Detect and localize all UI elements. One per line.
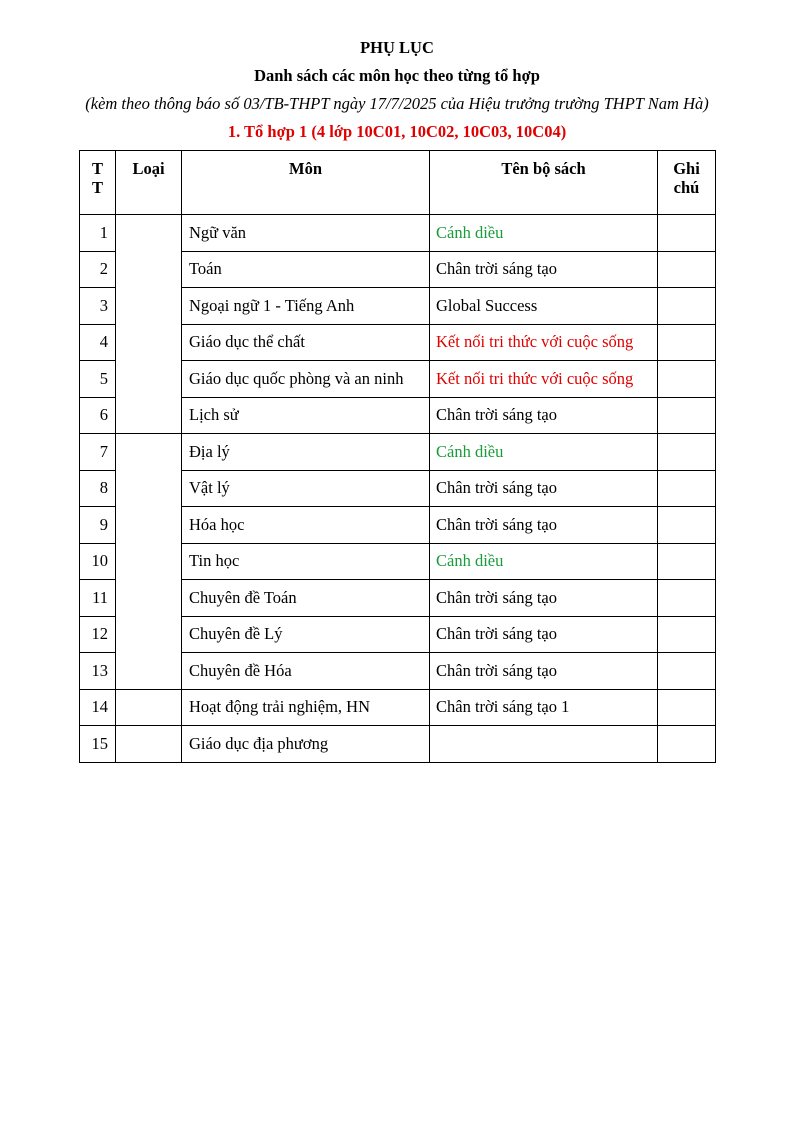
table-row [80, 726, 716, 763]
row-number: 14 [80, 689, 116, 726]
loai-cell-group-2 [116, 434, 182, 690]
note-cell [658, 361, 716, 398]
note-cell [658, 689, 716, 726]
subject-cell: Ngữ văn [182, 215, 430, 252]
row-number: 7 [80, 434, 116, 471]
row-number: 1 [80, 215, 116, 252]
book-series-cell: Cánh diều [430, 543, 658, 580]
book-series-cell: Chân trời sáng tạo [430, 397, 658, 434]
book-series-cell: Global Success [430, 288, 658, 325]
note-cell [658, 470, 716, 507]
header-mon: Môn [182, 151, 430, 215]
table-row [80, 689, 716, 726]
subject-cell: Tin học [182, 543, 430, 580]
book-series-cell: Chân trời sáng tạo [430, 580, 658, 617]
book-series-cell [430, 726, 658, 763]
header-ten-bo-sach: Tên bộ sách [430, 151, 658, 215]
subjects-table [79, 150, 716, 763]
note-cell [658, 580, 716, 617]
subject-cell: Chuyên đề Lý [182, 616, 430, 653]
note-cell [658, 251, 716, 288]
subject-cell: Vật lý [182, 470, 430, 507]
row-number: 6 [80, 397, 116, 434]
row-number: 4 [80, 324, 116, 361]
row-number: 9 [80, 507, 116, 544]
row-number: 5 [80, 361, 116, 398]
header-loai: Loại [116, 151, 182, 215]
note-cell [658, 215, 716, 252]
subject-cell: Hóa học [182, 507, 430, 544]
loai-cell [116, 689, 182, 726]
row-number: 2 [80, 251, 116, 288]
note-cell [658, 616, 716, 653]
subject-cell: Giáo dục địa phương [182, 726, 430, 763]
note-cell [658, 397, 716, 434]
row-number: 15 [80, 726, 116, 763]
subject-cell: Lịch sử [182, 397, 430, 434]
subject-cell: Giáo dục quốc phòng và an ninh [182, 361, 430, 398]
reference-note: (kèm theo thông báo số 03/TB-THPT ngày 17/7/2025 của Hiệu trưởng trường THPT Nam Hà) [85, 94, 709, 113]
subject-cell: Địa lý [182, 434, 430, 471]
table-row [80, 215, 716, 252]
subject-cell: Hoạt động trải nghiệm, HN [182, 689, 430, 726]
note-cell [658, 288, 716, 325]
book-series-cell: Cánh diều [430, 215, 658, 252]
subject-cell: Chuyên đề Hóa [182, 653, 430, 690]
subject-cell: Giáo dục thể chất [182, 324, 430, 361]
note-cell [658, 434, 716, 471]
book-series-cell: Chân trời sáng tạo [430, 653, 658, 690]
book-series-cell: Kết nối tri thức với cuộc sống [430, 324, 658, 361]
table-row [80, 434, 716, 471]
note-cell [658, 543, 716, 580]
subject-cell: Ngoại ngữ 1 - Tiếng Anh [182, 288, 430, 325]
note-cell [658, 324, 716, 361]
page-title: PHỤ LỤC [360, 38, 434, 57]
header-tt: T T [80, 151, 116, 215]
loai-cell [116, 726, 182, 763]
book-series-cell: Chân trời sáng tạo [430, 251, 658, 288]
subject-cell: Chuyên đề Toán [182, 580, 430, 617]
table-header-row [80, 151, 716, 215]
header-ghi-chu: Ghi chú [658, 151, 716, 215]
book-series-cell: Chân trời sáng tạo 1 [430, 689, 658, 726]
book-series-cell: Chân trời sáng tạo [430, 470, 658, 507]
row-number: 12 [80, 616, 116, 653]
loai-cell-group-1 [116, 215, 182, 434]
subject-cell: Toán [182, 251, 430, 288]
book-series-cell: Chân trời sáng tạo [430, 616, 658, 653]
book-series-cell: Chân trời sáng tạo [430, 507, 658, 544]
book-series-cell: Cánh diều [430, 434, 658, 471]
row-number: 10 [80, 543, 116, 580]
note-cell [658, 726, 716, 763]
note-cell [658, 653, 716, 690]
section-heading: 1. Tổ hợp 1 (4 lớp 10C01, 10C02, 10C03, 10C04) [227, 122, 567, 141]
book-series-cell: Kết nối tri thức với cuộc sống [430, 361, 658, 398]
page-subtitle: Danh sách các môn học theo từng tổ hợp [254, 66, 540, 85]
row-number: 11 [80, 580, 116, 617]
row-number: 3 [80, 288, 116, 325]
row-number: 8 [80, 470, 116, 507]
row-number: 13 [80, 653, 116, 690]
note-cell [658, 507, 716, 544]
